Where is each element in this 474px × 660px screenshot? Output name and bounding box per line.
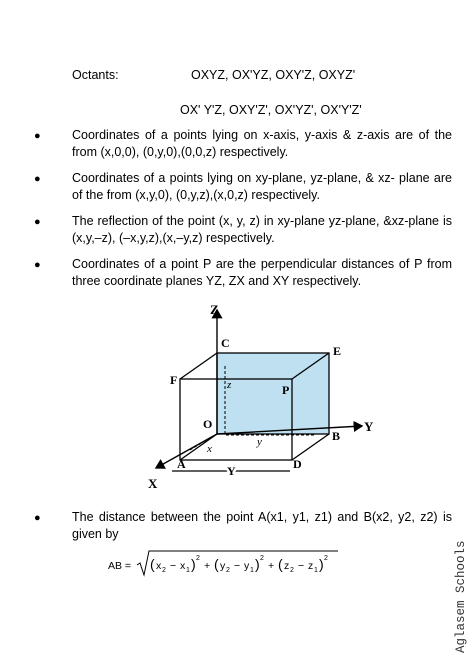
svg-text:2: 2 [226, 567, 230, 574]
octants-list-2: OX' Y'Z, OXY'Z', OX'YZ', OX'Y'Z' [180, 103, 362, 117]
svg-text:2: 2 [324, 555, 328, 562]
svg-text:x: x [156, 560, 162, 572]
label-a: A [177, 457, 186, 471]
svg-text:+: + [204, 560, 211, 572]
bullet-distance-formula: The distance between the point A(x1, y1, z1) and B(x2, y2, z2) is given by [72, 510, 452, 541]
svg-text:Aglasem Schools: Aglasem Schools [454, 540, 468, 653]
svg-text:2: 2 [196, 555, 200, 562]
svg-text:1: 1 [186, 567, 190, 574]
svg-text:y: y [244, 560, 250, 572]
octants-label: Octants: [72, 68, 119, 82]
svg-text:z: z [308, 560, 314, 572]
label-y-bottom: Y [227, 464, 236, 478]
label-b: B [332, 429, 341, 443]
label-p: P [282, 383, 290, 397]
svg-text:−: − [234, 560, 241, 572]
bullet-plane-coordinates: Coordinates of a points lying on xy-plane, yz-plane, & xz- plane are of the from (x,y,0), (0,y,z),(x,0,z) respectively. [72, 171, 452, 202]
watermark [448, 515, 470, 655]
bullet-marker: ● [34, 173, 41, 185]
bullet-perpendicular-distances: Coordinates of a point P are the perpendicular distances of P from three coordinate planes YZ, ZX and XY respectively. [72, 257, 452, 288]
svg-text:(: ( [278, 556, 283, 572]
bullet-marker: ● [34, 512, 41, 524]
coordinate-box-diagram [140, 300, 380, 495]
bullet-marker: ● [34, 259, 41, 271]
bullet-reflection: The reflection of the point (x, y, z) in xy-plane yz-plane, &xz-plane is (x,y,–z), (–x,y,z),(x,–y,z) respectively. [72, 214, 452, 245]
label-e: E [333, 344, 342, 358]
svg-text:(: ( [214, 556, 219, 572]
svg-text:): ) [191, 556, 196, 572]
svg-text:2: 2 [260, 555, 264, 562]
distance-formula [106, 548, 346, 582]
bullet-marker: ● [34, 216, 41, 228]
label-y-axis: Y [364, 419, 374, 434]
svg-text:): ) [255, 556, 260, 572]
bullet-marker: ● [34, 130, 41, 142]
label-f: F [170, 373, 178, 387]
svg-text:AB =: AB = [108, 560, 132, 572]
label-z-dim: z [227, 379, 232, 391]
svg-text:x: x [180, 560, 186, 572]
svg-text:−: − [298, 560, 305, 572]
bullet-axis-coordinates: Coordinates of a points lying on x-axis, y-axis & z-axis are of the from (x,0,0), (0,y,0),(0,0,z) respectively. [72, 128, 452, 159]
svg-text:z: z [284, 560, 290, 572]
svg-text:(: ( [150, 556, 155, 572]
label-c: C [221, 336, 230, 350]
svg-text:+: + [268, 560, 275, 572]
svg-text:2: 2 [162, 567, 166, 574]
label-d: D [293, 457, 302, 471]
svg-text:1: 1 [250, 567, 254, 574]
svg-text:2: 2 [290, 567, 294, 574]
svg-text:): ) [319, 556, 324, 572]
label-origin: O [203, 417, 213, 431]
label-x-axis: X [148, 476, 158, 491]
label-y-dim: y [257, 436, 262, 448]
label-x-dim: x [207, 443, 212, 455]
svg-text:−: − [170, 560, 177, 572]
svg-text:1: 1 [314, 567, 318, 574]
octants-list-1: OXYZ, OX'YZ, OXY'Z, OXYZ' [191, 68, 356, 82]
svg-text:y: y [220, 560, 226, 572]
label-z-axis: Z [210, 302, 219, 317]
